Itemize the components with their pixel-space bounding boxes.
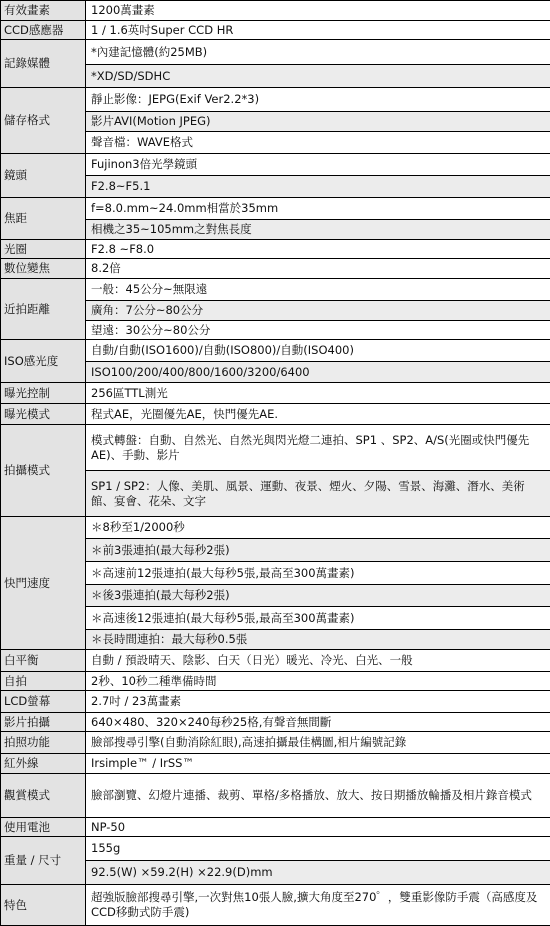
spec-value: F2.8~F5.1 — [86, 176, 550, 198]
spec-row — [1, 88, 550, 112]
spec-value: 臉部搜尋引擎(自動消除紅眼),高速拍攝最佳構圖,相片編號記錄 — [86, 732, 550, 754]
spec-value: 自動/自動(ISO1600)/自動(ISO800)/自動(ISO400) — [86, 340, 550, 362]
spec-row — [1, 713, 550, 732]
spec-label: 拍照功能 — [1, 732, 86, 754]
spec-value: 臉部瀏覽、幻燈片連播、裁剪、單格/多格播放、放大、按日期播放輪播及相片錄音模式 — [86, 774, 550, 818]
spec-row — [1, 754, 550, 774]
spec-value: ＊8秒至1/2000秒 — [86, 517, 550, 539]
spec-value: 廣角：7公分~80公分 — [86, 301, 550, 321]
spec-value: ＊長時間連拍：最大每秒0.5張 — [86, 630, 550, 650]
spec-label: 光圈 — [1, 240, 86, 259]
spec-value: *內建記憶體(約25MB) — [86, 40, 550, 65]
spec-value: SP1 / SP2：人像、美肌、風景、運動、夜景、煙火、夕陽、雪景、海灘、潛水、美術館、宴會、花朵、文字 — [86, 471, 550, 517]
spec-row — [1, 517, 550, 539]
spec-value: 程式AE，光圈優先AE，快門優先AE. — [86, 404, 550, 425]
spec-row — [1, 404, 550, 425]
spec-value: 1200萬畫素 — [86, 1, 550, 21]
spec-label: 記錄媒體 — [1, 40, 86, 88]
spec-label: LCD螢幕 — [1, 691, 86, 713]
spec-label: 鏡頭 — [1, 154, 86, 198]
spec-value: 望遠：30公分~80公分 — [86, 321, 550, 340]
spec-value: ＊高速後12張連拍(最大每秒5張,最高至300萬畫素) — [86, 607, 550, 630]
spec-value: f=8.0.mm~24.0mm相當於35mm — [86, 198, 550, 220]
spec-label: 白平衡 — [1, 650, 86, 672]
spec-value: 1 / 1.6英吋Super CCD HR — [86, 21, 550, 40]
spec-label: 曝光控制 — [1, 383, 86, 404]
spec-value: 聲音檔：WAVE格式 — [86, 132, 550, 154]
spec-value: 模式轉盤：自動、自然光、自然光與閃光燈二連拍、SP1 、SP2、A/S(光圈或快門優先AE)、手動、影片 — [86, 425, 550, 471]
spec-value: 2.7吋 / 23萬畫素 — [86, 691, 550, 713]
spec-value: 自動 / 預設晴天、陰影、白天（日光）暖光、冷光、白光、一般 — [86, 650, 550, 672]
spec-value: 8.2倍 — [86, 259, 550, 279]
spec-value: 超強版臉部搜尋引擎,一次對焦10張人臉,擴大角度至270゜，雙重影像防手震（高感度及CCD移動式防手震) — [86, 885, 550, 926]
spec-row — [1, 240, 550, 259]
spec-value: Irsimple™ / IrSS™ — [86, 754, 550, 774]
spec-row — [1, 885, 550, 926]
spec-row — [1, 691, 550, 713]
spec-row — [1, 818, 550, 837]
spec-label: 使用電池 — [1, 818, 86, 837]
spec-value: F2.8 ~F8.0 — [86, 240, 550, 259]
spec-value: NP-50 — [86, 818, 550, 837]
spec-row — [1, 40, 550, 65]
spec-value: 2秒、10秒二種準備時間 — [86, 672, 550, 691]
spec-label: 重量 / 尺寸 — [1, 837, 86, 885]
spec-row — [1, 774, 550, 818]
spec-label: 有效畫素 — [1, 1, 86, 21]
spec-label: 快門速度 — [1, 517, 86, 650]
spec-row — [1, 154, 550, 176]
spec-value: 256區TTL測光 — [86, 383, 550, 404]
spec-value: 相機之35~105mm之對焦長度 — [86, 220, 550, 240]
spec-value: 155g — [86, 837, 550, 861]
spec-row — [1, 383, 550, 404]
spec-label: ISO感光度 — [1, 340, 86, 383]
spec-label: 儲存格式 — [1, 88, 86, 154]
spec-row — [1, 198, 550, 220]
spec-value: 640×480、320×240每秒25格,有聲音無間斷 — [86, 713, 550, 732]
spec-row — [1, 837, 550, 861]
spec-label: CCD感應器 — [1, 21, 86, 40]
spec-row — [1, 279, 550, 301]
spec-value: 一般：45公分~無限遠 — [86, 279, 550, 301]
spec-label: 曝光模式 — [1, 404, 86, 425]
spec-value: 92.5(W) ×59.2(H) ×22.9(D)mm — [86, 861, 550, 885]
spec-value: 影片AVI(Motion JPEG) — [86, 112, 550, 132]
spec-label: 焦距 — [1, 198, 86, 240]
spec-row — [1, 259, 550, 279]
spec-value: ＊前3張連拍(最大每秒2張) — [86, 539, 550, 562]
spec-row — [1, 21, 550, 40]
spec-row — [1, 650, 550, 672]
spec-label: 影片拍攝 — [1, 713, 86, 732]
spec-label: 自拍 — [1, 672, 86, 691]
spec-label: 紅外線 — [1, 754, 86, 774]
spec-row — [1, 672, 550, 691]
spec-row — [1, 732, 550, 754]
spec-table-body — [1, 1, 550, 926]
spec-label: 拍攝模式 — [1, 425, 86, 517]
spec-row — [1, 340, 550, 362]
spec-value: ISO100/200/400/800/1600/3200/6400 — [86, 362, 550, 383]
spec-value: ＊高速前12張連拍(最大每秒5張,最高至300萬畫素) — [86, 562, 550, 585]
spec-row — [1, 425, 550, 471]
spec-value: ＊後3張連拍(最大每秒2張) — [86, 585, 550, 607]
spec-row — [1, 1, 550, 21]
spec-label: 近拍距離 — [1, 279, 86, 340]
spec-label: 特色 — [1, 885, 86, 926]
spec-value: *XD/SD/SDHC — [86, 65, 550, 88]
spec-label: 觀賞模式 — [1, 774, 86, 818]
spec-value: Fujinon3倍光學鏡頭 — [86, 154, 550, 176]
spec-value: 靜止影像：JEPG(Exif Ver2.2*3) — [86, 88, 550, 112]
spec-label: 數位變焦 — [1, 259, 86, 279]
